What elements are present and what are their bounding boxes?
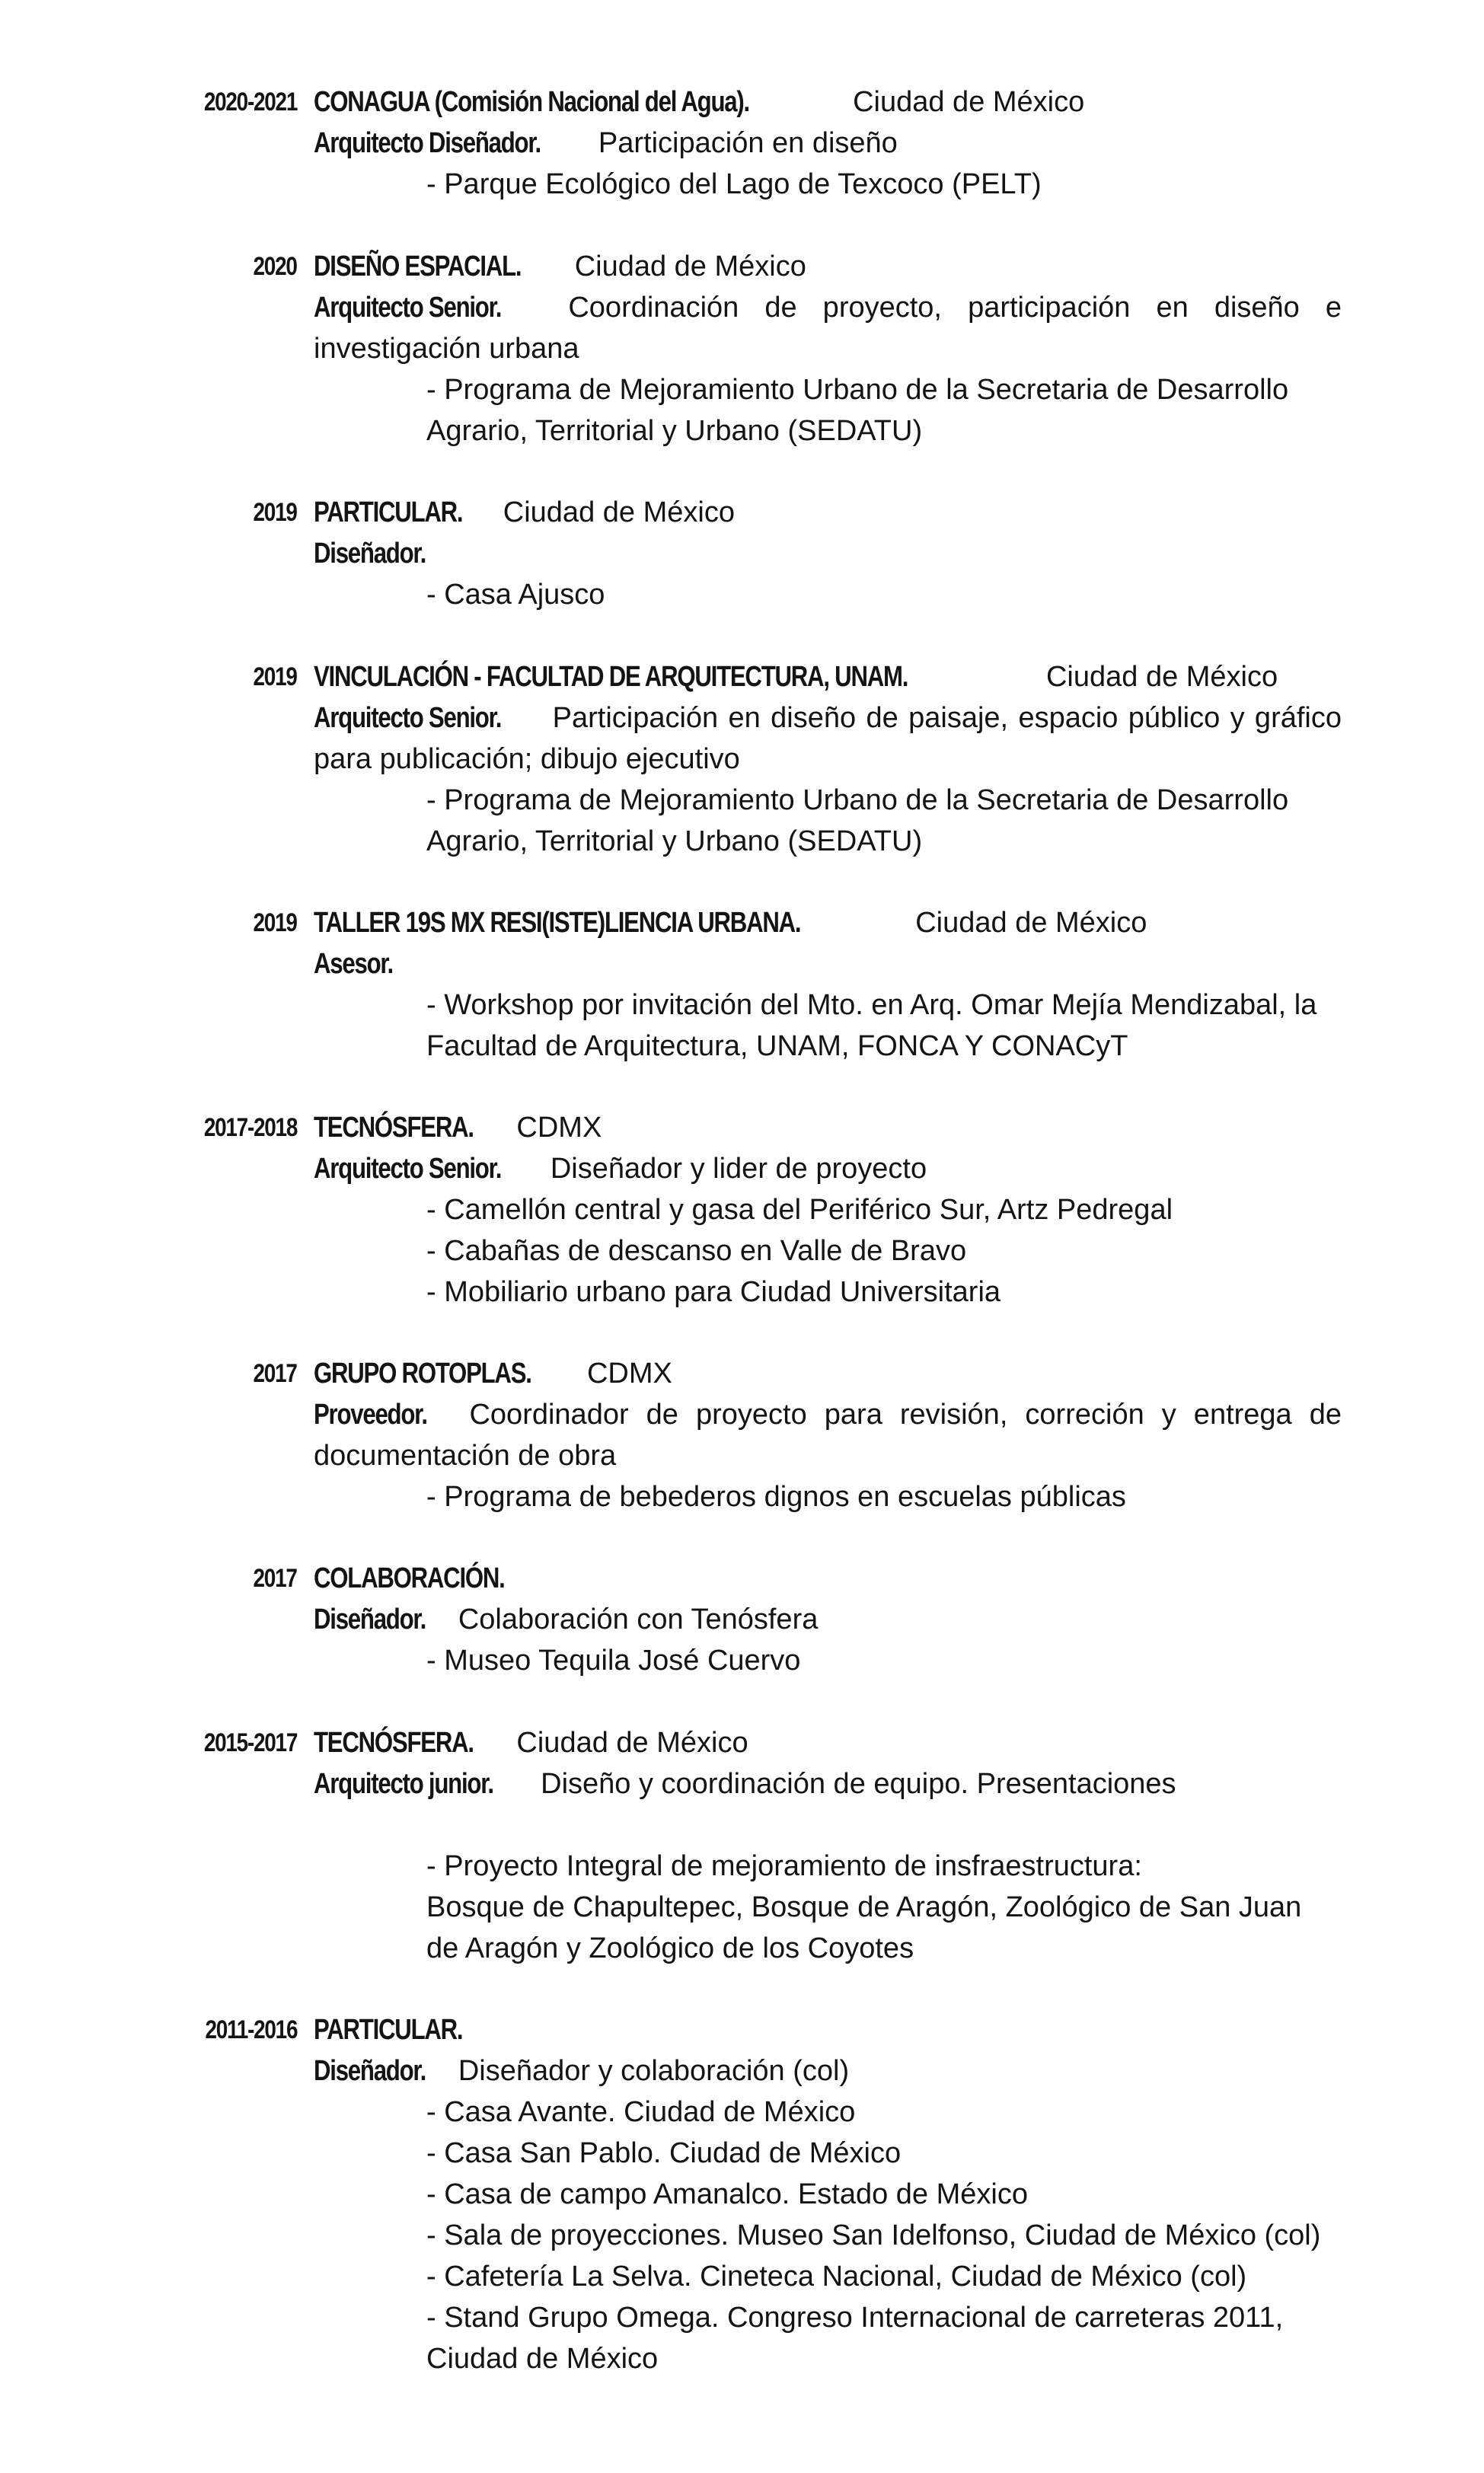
project-item: - Museo Tequila José Cuervo	[426, 1645, 801, 1677]
entry-location: Ciudad de México	[503, 496, 735, 528]
entry-location: Ciudad de México	[1045, 661, 1278, 693]
project-item: - Stand Grupo Omega. Congreso Internacional de carreteras 2011, Ciudad de México	[426, 2302, 1284, 2375]
entry-organization: COLABORACIÓN.	[314, 1562, 505, 1594]
entry-location: Ciudad de México	[516, 1727, 748, 1759]
entry-description: Participación en diseño de paisaje, espacio público y gráfico para publicación; dibujo ejecutivo	[314, 702, 1342, 775]
project-item: - Workshop por invitación del Mto. en Arq. Omar Mejía Mendizabal, la Facultad de Arquitectura, UNAM, FONCA Y CONACyT	[426, 989, 1317, 1062]
entry-body	[314, 1722, 1342, 1969]
project-item: - Cafetería La Selva. Cineteca Nacional, Ciudad de México (col)	[426, 2261, 1247, 2293]
entry-body	[314, 1558, 1342, 1681]
entry-year: 2019	[253, 908, 297, 937]
entry-year: 2011-2016	[205, 2015, 297, 2044]
project-item: - Casa Avante. Ciudad de México	[426, 2096, 856, 2128]
entry-organization: GRUPO ROTOPLAS.	[314, 1358, 531, 1390]
entry-year: 2017	[253, 1359, 297, 1388]
entry-role: Arquitecto junior.	[314, 1768, 493, 1800]
project-item: - Parque Ecológico del Lago de Texcoco (PELT)	[426, 168, 1042, 200]
entry-role: Arquitecto Senior.	[314, 702, 502, 734]
entry-role: Diseñador.	[314, 2055, 426, 2087]
entry-role: Arquitecto Senior.	[314, 1153, 502, 1185]
entry-organization: PARTICULAR.	[314, 2014, 463, 2046]
project-item: - Programa de bebederos dignos en escuelas públicas	[426, 1481, 1126, 1513]
entry-description: Diseñador y lider de proyecto	[550, 1153, 927, 1185]
entry-location: Ciudad de México	[853, 86, 1085, 118]
entry-location: Ciudad de México	[574, 250, 806, 282]
entry-description: Diseño y coordinación de equipo. Presentaciones	[541, 1768, 1176, 1800]
project-item: - Programa de Mejoramiento Urbano de la Secretaria de Desarrollo Agrario, Territorial y Urbano (SEDATU)	[426, 374, 1289, 447]
entry-role: Arquitecto Senior.	[314, 292, 502, 324]
entry-body	[314, 902, 1342, 1067]
entry-year: 2019	[253, 498, 297, 527]
entry-year: 2020	[253, 252, 297, 281]
project-item: - Mobiliario urbano para Ciudad Universitaria	[426, 1276, 1001, 1308]
entry-organization: TALLER 19S MX RESI(ISTE)LIENCIA URBANA.	[314, 907, 801, 939]
entry-body	[314, 1107, 1342, 1313]
project-item: - Camellón central y gasa del Periférico Sur, Artz Pedregal	[426, 1194, 1173, 1226]
project-item: - Casa de campo Amanalco. Estado de México	[426, 2178, 1028, 2210]
entry-body	[314, 2009, 1342, 2379]
entry-organization: TECNÓSFERA.	[314, 1727, 474, 1759]
entry-body	[314, 1353, 1342, 1517]
project-item: - Programa de Mejoramiento Urbano de la Secretaria de Desarrollo Agrario, Territorial y Urbano (SEDATU)	[426, 784, 1289, 857]
entry-location: Ciudad de México	[915, 907, 1147, 939]
project-item: - Cabañas de descanso en Valle de Bravo	[426, 1235, 967, 1267]
entry-organization: CONAGUA (Comisión Nacional del Agua).	[314, 86, 749, 118]
entry-location: CDMX	[516, 1112, 602, 1144]
entry-organization: DISEÑO ESPACIAL.	[314, 250, 522, 282]
entry-description: Colaboración con Tenósfera	[458, 1603, 819, 1635]
entry-role: Arquitecto Diseñador.	[314, 127, 541, 159]
entry-body	[314, 81, 1342, 205]
entry-role: Diseñador.	[314, 538, 426, 570]
project-item: - Sala de proyecciones. Museo San Idelfonso, Ciudad de México (col)	[426, 2219, 1321, 2251]
entry-role: Diseñador.	[314, 1603, 426, 1635]
project-item: - Proyecto Integral de mejoramiento de insfraestructura: Bosque de Chapultepec, Bosque de Aragón, Zoológico de San Juan de Aragón y Zoológico de los Coyotes	[426, 1850, 1302, 1964]
entry-year: 2019	[253, 662, 297, 691]
entry-year: 2017	[253, 1564, 297, 1593]
entry-body	[314, 492, 1342, 615]
entry-description: Coordinador de proyecto para revisión, correción y entrega de documentación de obra	[314, 1399, 1342, 1472]
entry-location: CDMX	[586, 1358, 672, 1390]
entry-year: 2015-2017	[203, 1728, 297, 1757]
entry-body	[314, 246, 1342, 452]
entry-organization: PARTICULAR.	[314, 496, 463, 528]
entry-year: 2020-2021	[203, 88, 297, 116]
project-item: - Casa Ajusco	[426, 579, 605, 611]
entry-role: Proveedor.	[314, 1399, 427, 1431]
entry-description: Participación en diseño	[598, 127, 898, 159]
entry-organization: TECNÓSFERA.	[314, 1112, 474, 1144]
entry-description: Coordinación de proyecto, participación en diseño e investigación urbana	[314, 292, 1342, 365]
entry-description: Diseñador y colaboración (col)	[458, 2055, 850, 2087]
entry-role: Asesor.	[314, 948, 393, 980]
entry-body	[314, 656, 1342, 862]
project-item: - Casa San Pablo. Ciudad de México	[426, 2137, 902, 2169]
entry-year: 2017-2018	[203, 1113, 297, 1142]
entry-organization: VINCULACIÓN - FACULTAD DE ARQUITECTURA, UNAM.	[314, 661, 908, 693]
